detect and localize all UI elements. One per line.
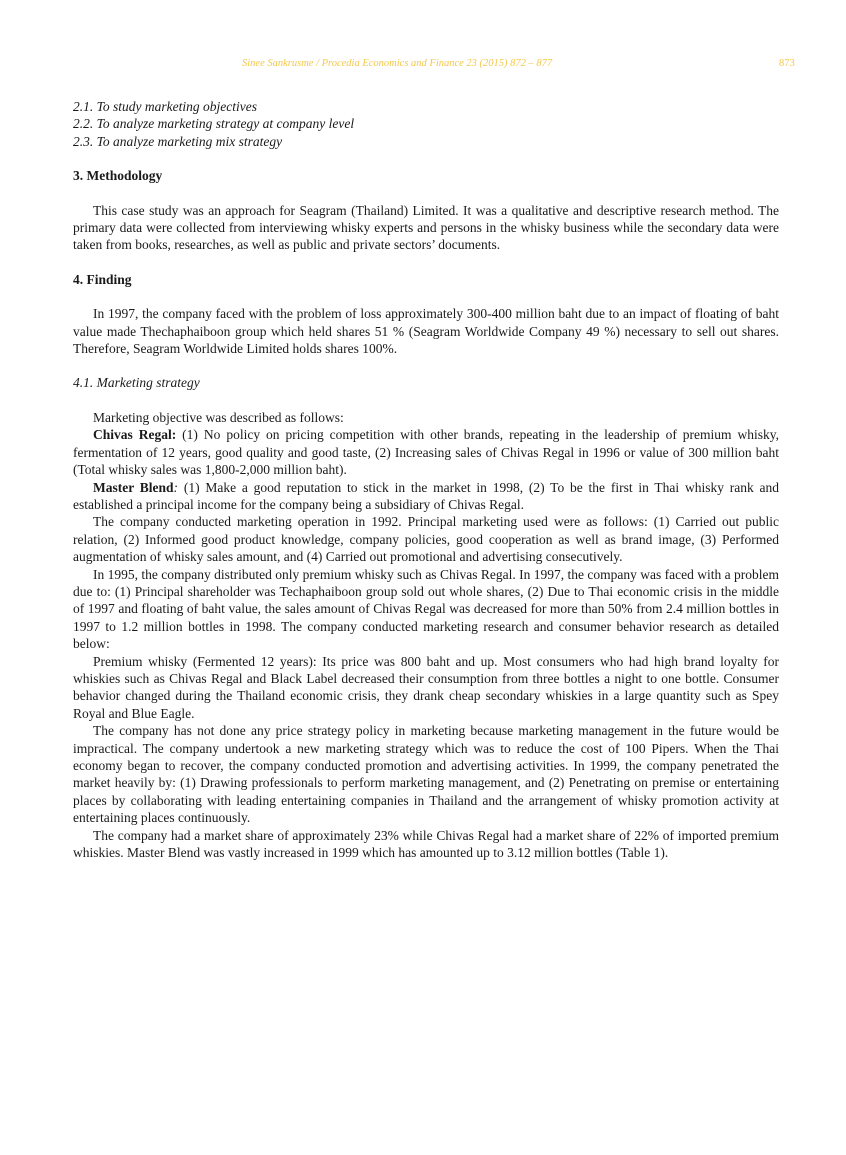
- market-share-paragraph: The company had a market share of approximately 23% while Chivas Regal had a market share of 22% of imported premium whiskies. Master Blend was vastly increased in 1999 which has amounted up to 3.12 million bottles (Table 1).: [73, 827, 779, 861]
- master-blend-paragraph: [73, 479, 779, 514]
- chivas-regal-paragraph: [73, 426, 779, 478]
- methodology-paragraph: This case study was an approach for Seagram (Thailand) Limited. It was a qualitative and descriptive research method. The primary data were collected from interviewing whisky experts and persons in the whisky business while the secondary data were taken from books, researches, as well as public and private sectors’ documents.: [73, 202, 779, 253]
- finding-heading: 4. Finding: [73, 271, 132, 287]
- premium-whisky-paragraph: Premium whisky (Fermented 12 years): Its price was 800 baht and up. Most consumers who had high brand loyalty for whiskies such as Chivas Regal and Black Label decreased their consumption from three bottles a night to one bottle. Consumer behavior changed during the Thailand economic crisis, they drank cheap secondary whiskies in a large quantity such as Spey Royal and Blue Eagle.: [73, 653, 779, 721]
- objective-item: 2.1. To study marketing objectives: [73, 99, 257, 114]
- finding-paragraph: In 1997, the company faced with the problem of loss approximately 300-400 million baht due to an impact of floating of baht value made Thechaphaiboon group which held shares 51 % (Seagram Worldwide Company 49 %) necessary to sell out shares. Therefore, Seagram Worldwide Limited holds shares 100%.: [73, 306, 779, 357]
- marketing-strategy-heading: 4.1. Marketing strategy: [73, 375, 200, 391]
- article-body: [73, 98, 779, 861]
- running-header: [0, 58, 846, 74]
- methodology-heading: 3. Methodology: [73, 168, 163, 184]
- year-1995-paragraph: In 1995, the company distributed only premium whisky such as Chivas Regal. In 1997, the company was faced with a problem due to: (1) Principal shareholder was Techaphaiboon group sold out whole shares, (2) Due to Thai economic crisis in the middle of 1997 and floating of baht value, the sales amount of Chivas Regal was decreased for more than 50% from 2.4 million bottles in 1997 to 1.2 million bottles in 1998. The company conducted marketing research and consumer behavior research as detailed below:: [73, 566, 779, 652]
- chivas-regal-text: (1) No policy on pricing competition with other brands, repeating in the leadership of premium whisky, fermentation of 12 years, good quality and good taste, (2) Increasing sales of Chivas Regal in 1996 or value of 300 million baht (Total whisky sales was 1,800-2,000 million baht).: [73, 427, 780, 478]
- marketing-operation-paragraph: The company conducted marketing operation in 1992. Principal marketing used were as follows: (1) Carried out public relation, (2) Informed good product knowledge, company policies, good cooperation as well as brand image, (3) Performed augmentation of whisky sales amount, and (4) Carried out promotional and advertising consecutively.: [73, 514, 779, 565]
- price-policy-paragraph: The company has not done any price strategy policy in marketing because marketing management in the future would be impractical. The company undertook a new marketing strategy which was to reduce the cost of 100 Pipers. When the Thai economy began to recover, the company conducted promotion and advertising activities. In 1999, the company penetrated the market heavily by: (1) Drawing professionals to perform marketing management, and (2) Penetrating on premise or entertaining places by collaborating with leading entertaining companies in Thailand and the arrangement of whisky promotion activity at entertaining places continuously.: [73, 723, 779, 826]
- master-blend-colon: :: [173, 479, 179, 495]
- running-title: Sinee Sankrusme / Procedia Economics and Finance 23 (2015) 872 – 877: [242, 58, 553, 69]
- objectives-list: [73, 98, 779, 150]
- master-blend-lead: Master Blend: [93, 479, 174, 495]
- objective-item: 2.3. To analyze marketing mix strategy: [73, 133, 283, 149]
- objective-item: 2.2. To analyze marketing strategy at company level: [73, 116, 355, 132]
- master-blend-text: (1) Make a good reputation to stick in the market in 1998, (2) To be the first in Thai whisky rank and established a principal income for the company being a subsidiary of Chivas Regal.: [73, 479, 780, 512]
- page-number: 873: [779, 58, 795, 69]
- marketing-objective-intro: Marketing objective was described as follows:: [93, 409, 344, 425]
- chivas-regal-lead: Chivas Regal:: [93, 427, 177, 443]
